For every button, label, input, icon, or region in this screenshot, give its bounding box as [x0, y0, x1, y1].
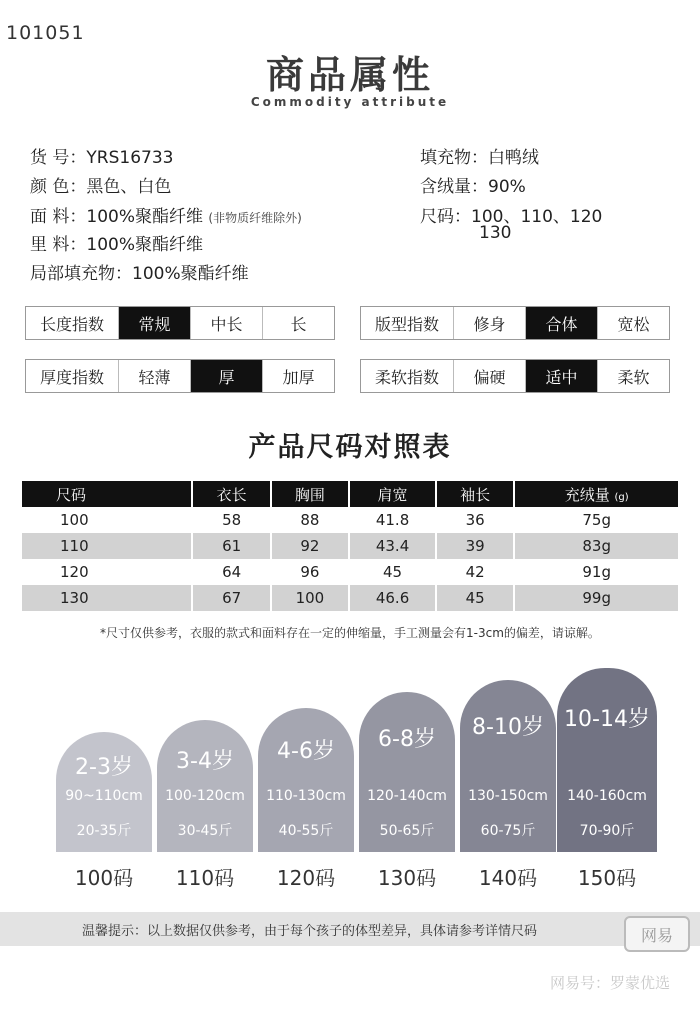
size-code-label: 140码: [478, 866, 538, 890]
age-label: 10-14岁: [564, 707, 650, 732]
table-cell: 43.4: [350, 533, 435, 559]
table-row: [22, 585, 678, 611]
table-cell: 58: [222, 511, 242, 529]
header-fill-amount: [515, 481, 678, 507]
fit-option-regular: 合体: [525, 307, 597, 339]
age-card-6-8: [359, 692, 455, 852]
age-card-2-3: [56, 732, 152, 852]
age-card-10-14: [557, 668, 657, 852]
tip-text: 温馨提示：以上数据仅供参考，由于每个孩子的体型差异，具体请参考详情尺码: [82, 924, 538, 939]
softness-option-medium: 适中: [525, 360, 597, 392]
softness-option-firm: 偏硬: [453, 360, 525, 392]
weight-range: 40-55斤: [278, 823, 334, 839]
age-label: 2-3岁: [75, 755, 133, 780]
table-cell: 130: [22, 585, 191, 611]
table-cell: 46.6: [350, 585, 435, 611]
table-cell: 100: [60, 511, 89, 529]
table-cell: 100: [272, 585, 348, 611]
attr-item-no: 货 号：YRS16733: [30, 148, 174, 168]
weight-range: 50-65斤: [379, 823, 435, 839]
size-code-label: 110码: [175, 866, 235, 890]
table-cell: 61: [193, 533, 269, 559]
attr-color: 颜 色：黑色、白色: [30, 177, 172, 197]
thickness-index: [25, 359, 335, 393]
table-cell: 45: [437, 585, 513, 611]
size-code-label: 130码: [377, 866, 437, 890]
table-cell: 64: [222, 563, 242, 581]
age-card-3-4: [157, 720, 253, 852]
page-title: 商品属性: [265, 53, 434, 97]
height-range: 100-120cm: [165, 788, 245, 804]
table-cell: 39: [437, 533, 513, 559]
size-chart-title: 产品尺码对照表: [248, 432, 452, 463]
table-row: [22, 559, 678, 585]
age-card-4-6: [258, 708, 354, 852]
attr-fabric-text: 面 料：100%聚酯纤维: [30, 207, 204, 227]
weight-range: 60-75斤: [480, 823, 536, 839]
attr-sizes: 尺码：100、110、120: [420, 207, 603, 227]
length-index: [25, 306, 335, 340]
header-fill-unit: (g): [614, 491, 629, 503]
watermark-text: 网易号：罗蒙优选: [549, 974, 670, 992]
fit-option-slim: 修身: [453, 307, 525, 339]
header-fill-amount-label: 充绒量: [564, 485, 610, 504]
age-card-8-10: [460, 680, 556, 852]
fit-index-label: 版型指数: [374, 314, 439, 334]
table-cell: 91g: [582, 563, 611, 581]
table-row: [22, 507, 678, 533]
weight-range: 20-35斤: [76, 823, 132, 839]
length-option-mid: 中长: [190, 307, 262, 339]
height-range: 130-150cm: [468, 788, 548, 804]
age-label: 8-10岁: [472, 715, 544, 740]
attr-partial-fill: 局部填充物：100%聚酯纤维: [30, 264, 249, 284]
size-code-label: 120码: [276, 866, 336, 890]
table-cell: 75g: [582, 511, 611, 529]
table-cell: 99g: [515, 585, 678, 611]
attr-sizes-cont: 130: [479, 223, 512, 243]
attr-down-content: 含绒量：90%: [420, 177, 526, 197]
age-label: 6-8岁: [378, 727, 436, 752]
header-chest: 胸围: [272, 481, 348, 507]
weight-range: 30-45斤: [177, 823, 233, 839]
height-range: 120-140cm: [367, 788, 447, 804]
table-cell: 42: [465, 563, 485, 581]
table-cell: 83g: [515, 533, 678, 559]
thickness-option-thin: 轻薄: [118, 360, 190, 392]
attr-fabric-note: (非物质纤维除外): [208, 211, 302, 225]
fit-option-loose: 宽松: [597, 307, 669, 339]
size-code-label: 100码: [74, 866, 134, 890]
thickness-option-thick: 厚: [190, 360, 262, 392]
size-code-label: 150码: [577, 866, 637, 890]
table-row: [22, 533, 678, 559]
height-range: 110-130cm: [266, 788, 346, 804]
table-cell: 36: [465, 511, 485, 529]
table-header-row: [22, 481, 678, 507]
page-subtitle: Commodity attribute: [250, 95, 450, 109]
table-cell: 110: [22, 533, 191, 559]
size-chart-table: [20, 481, 680, 611]
length-index-label: 长度指数: [39, 314, 104, 334]
table-cell: 41.8: [375, 511, 410, 529]
thickness-index-label: 厚度指数: [39, 367, 104, 387]
table-cell: 92: [272, 533, 348, 559]
table-cell: 88: [300, 511, 320, 529]
header-size: 尺码: [22, 481, 191, 507]
length-option-regular: 常规: [118, 307, 190, 339]
age-label: 4-6岁: [277, 739, 335, 764]
table-cell: 67: [193, 585, 269, 611]
table-cell: 96: [300, 563, 320, 581]
fit-index: [360, 306, 670, 340]
softness-index: [360, 359, 670, 393]
size-note: *尺寸仅供参考，衣服的款式和面料存在一定的伸缩量，手工测量会有1-3cm的偏差，请谅解。: [100, 626, 600, 640]
watermark-logo: 网易: [624, 916, 690, 952]
attr-fabric: [30, 202, 302, 227]
table-cell: 45: [383, 563, 403, 581]
tip-bar: [0, 912, 700, 946]
attr-lining: 里 料：100%聚酯纤维: [30, 235, 204, 255]
attr-filling: 填充物：白鸭绒: [420, 148, 539, 168]
softness-option-soft: 柔软: [597, 360, 669, 392]
weight-range: 70-90斤: [579, 823, 635, 839]
height-range: 90~110cm: [65, 788, 143, 804]
table-cell: 120: [60, 563, 89, 581]
header-length: 衣长: [193, 481, 269, 507]
age-label: 3-4岁: [176, 749, 234, 774]
header-sleeve: 袖长: [437, 481, 513, 507]
product-code: 101051: [6, 22, 85, 44]
height-range: 140-160cm: [567, 788, 647, 804]
softness-index-label: 柔软指数: [374, 367, 439, 387]
header-shoulder: 肩宽: [350, 481, 435, 507]
length-option-long: 长: [262, 307, 334, 339]
thickness-option-extra-thick: 加厚: [262, 360, 334, 392]
